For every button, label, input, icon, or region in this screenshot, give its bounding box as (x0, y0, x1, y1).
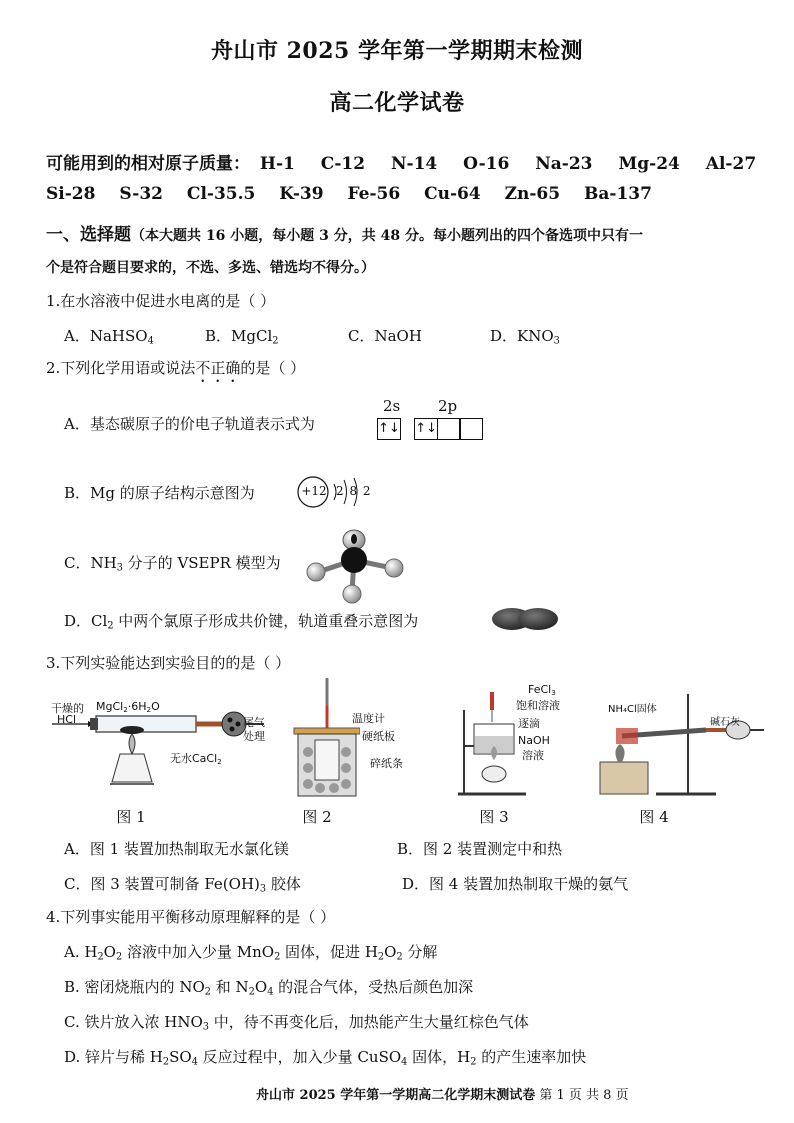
fig1-label-tail2: 处理 (243, 730, 265, 743)
caption-fig2: 图 2 (302, 808, 332, 826)
q2-option-c: C．$NH_3$ 分子的 VSEPR 模型为 (64, 554, 281, 574)
orbital-2s: ↑↓ (377, 418, 401, 440)
section-title: 一、选择题 (46, 225, 131, 245)
page-footer (256, 1084, 629, 1103)
q3-stem: 3.下列实验能达到实验目的的是（ ） (46, 654, 291, 672)
mass-item: H-1 (259, 154, 295, 174)
footer-title: 舟山市 2025 学年第一学期高二化学期末测试卷 (256, 1088, 536, 1103)
caption-fig1: 图 1 (116, 808, 146, 826)
mass-item: Si-28 (46, 184, 96, 204)
q2-option-d: D．$Cl_2$ 中两个氯原子形成共价键，轨道重叠示意图为 (64, 612, 419, 632)
fig1-label-cacl2: 无水CaCl$_2$ (170, 752, 222, 766)
q1-stem: 1.在水溶液中促进水电离的是（ ） (46, 292, 276, 310)
q3-option-b: B．图 2 装置测定中和热 (397, 840, 563, 858)
fig2-label-thermometer: 温度计 (352, 712, 385, 725)
q1-option-c: C．NaOH (348, 327, 422, 345)
q1-option-b: B．MgCl$_2$ (205, 327, 279, 347)
q1-option-a: A．NaHSO$_4$ (64, 327, 154, 347)
hydrogen-atom (385, 559, 403, 577)
caption-fig4: 图 4 (639, 808, 669, 826)
mg-shell-counts: 2 8 2 (336, 484, 371, 498)
mass-item: K-39 (279, 184, 324, 204)
fig2-label-board: 硬纸板 (362, 730, 395, 743)
q4-option-b: B. 密闭烧瓶内的 $NO_2$ 和 $N_2O_4$ 的混合气体，受热后颜色加深 (64, 978, 474, 998)
nitrogen-atom (341, 547, 367, 573)
fig3-label-drop: 逐滴 (518, 717, 540, 730)
mass-item: Cu-64 (424, 184, 481, 204)
fig2-label-paper: 碎纸条 (370, 757, 403, 770)
q2-option-b: B．Mg 的原子结构示意图为 (64, 484, 255, 502)
q3-option-a: A．图 1 装置加热制取无水氯化镁 (64, 840, 289, 858)
label-2p: 2p (438, 397, 458, 415)
mg-nucleus-label: +12 (301, 484, 327, 498)
cardboard-lid (294, 728, 360, 734)
q4-stem: 4.下列事实能用平衡移动原理解释的是（ ） (46, 908, 336, 926)
hydrogen-atom (343, 585, 361, 603)
figure2-calorimeter (290, 676, 360, 798)
fig1-label-salt: $MgCl_2\cdot 6H_2O$ (96, 700, 160, 714)
caption-fig3: 图 3 (479, 808, 509, 826)
dropper (490, 692, 494, 710)
q3-option-c: C．图 3 装置可制备 $Fe(OH)_3$ 胶体 (64, 875, 301, 895)
atomic-mass-line1 (46, 149, 756, 174)
q1-option-d: D．$KNO_3$ (490, 327, 560, 347)
fig3-label-sat: 饱和溶液 (516, 699, 560, 712)
fig3-label-fecl3: FeCl$_3$ (528, 683, 556, 697)
fig1-label-tail1: 尾气 (243, 716, 265, 729)
wood-block (600, 762, 648, 794)
q4-option-d: D. 锌片与稀 $H_2SO_4$ 反应过程中，加入少量 CuSO$_4$ 固体，$H_2$ 的产生速率加快 (64, 1048, 587, 1068)
fig3-label-naoh: NaOH (518, 734, 550, 747)
fig1-label-hcl: HCl (57, 713, 77, 726)
fig4-label-nh4cl: NH₄Cl固体 (608, 704, 657, 715)
orbital-2p-1: ↑↓ (414, 418, 438, 440)
mass-item: O-16 (463, 154, 510, 174)
fig3-label-sol: 溶液 (522, 749, 544, 762)
section-heading (46, 220, 643, 245)
page-subtitle: 高二化学试卷 (329, 90, 465, 116)
orbital-diagram (377, 418, 483, 440)
mass-item: C-12 (320, 154, 366, 174)
footer-page-number: 第 1 页 共 8 页 (539, 1088, 629, 1103)
q2-emphasis: 不正确 (195, 359, 241, 377)
alcohol-lamp (112, 754, 152, 782)
q3-option-d: D．图 4 装置加热制取干燥的氨气 (402, 875, 629, 893)
section-note-cont: 个是符合题目要求的，不选、多选、错选均不得分。） (46, 260, 375, 276)
hydrogen-atom (307, 563, 325, 581)
page-title: 舟山市 2025 学年第一学期期末检测 (210, 38, 584, 64)
mass-item: Ba-137 (584, 184, 652, 204)
mass-item: Al-27 (705, 154, 757, 174)
mass-item: S-32 (119, 184, 163, 204)
mass-item: N-14 (390, 154, 438, 174)
q4-option-a: A. $H_2O_2$ 溶液中加入少量 MnO$_2$ 固体，促进 $H_2O_2$ 分解 (64, 943, 438, 963)
orbital-overlap-icon (490, 604, 560, 634)
atomic-mass-line2 (46, 184, 652, 204)
section-note: （本大题共 16 小题，每小题 3 分，共 48 分。每小题列出的四个备选项中只有一 (131, 228, 643, 244)
label-2s: 2s (383, 397, 401, 415)
mass-item: Fe-56 (347, 184, 401, 204)
q2-option-a: A．基态碳原子的价电子轨道表示式为 (64, 415, 315, 433)
q2-stem: 2.下列化学用语或说法不正确的是（ ） (46, 359, 306, 377)
mass-item: Mg-24 (618, 154, 680, 174)
orbital-2p-3 (459, 418, 483, 440)
q4-option-c: C. 铁片放入浓 $HNO_3$ 中，待不再变化后，加热能产生大量红棕色气体 (64, 1013, 529, 1033)
mass-item: Zn-65 (504, 184, 561, 204)
fig4-label-lime: 碱石灰 (710, 717, 740, 728)
mass-item: Na-23 (535, 154, 593, 174)
atomic-mass-label: 可能用到的相对原子质量： (46, 154, 250, 174)
mass-item: Cl-35.5 (186, 184, 256, 204)
fig1-label-dry: 干燥的 (51, 702, 84, 715)
nh3-vsepr-model (300, 528, 410, 604)
alcohol-lamp (482, 766, 506, 782)
orbital-2p-2 (437, 418, 461, 440)
hard-glass-tube (96, 716, 196, 732)
